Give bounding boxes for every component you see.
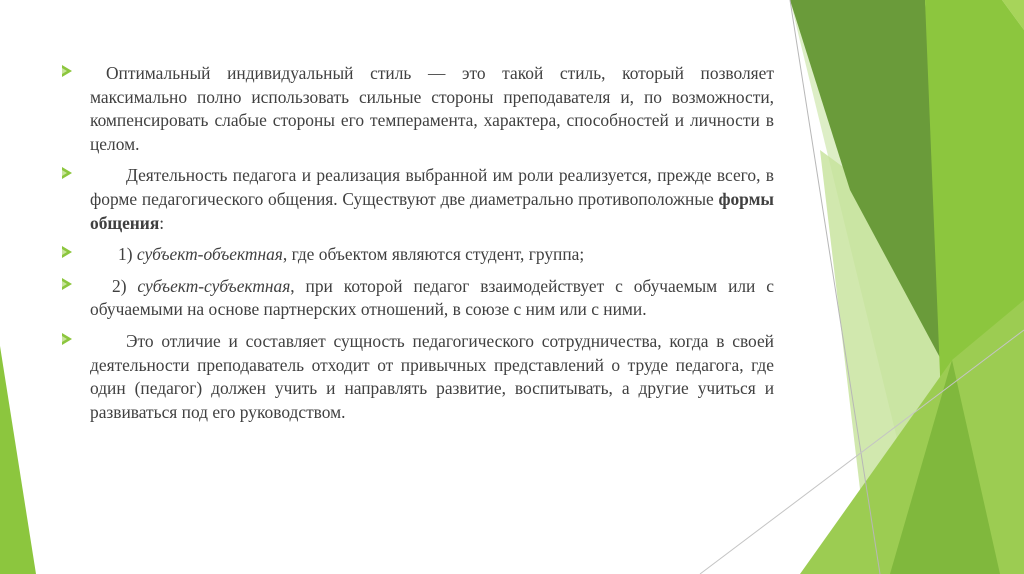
paragraph-2: Деятельность педагога и реализация выбранной им роли реализуется, прежде всего, в форме педагогического общения. Существуют две диаметрально противоположные формы общения: [62,164,774,235]
paragraph-3: 1) субъект-объектная, где объектом являются студент, группа; [62,243,774,267]
triangle-bullet-icon [62,333,72,345]
triangle-bullet-icon [62,65,72,77]
paragraph-1: Оптимальный индивидуальный стиль — это такой стиль, который позволяет максимально полно использовать сильные стороны преподавателя и, по возможности, компенсировать слабые стороны его темперамента, характера, способностей и личности в целом. [62,62,774,156]
paragraph-4: 2) субъект-субъектная, при которой педагог взаимодействует с обучаемым или с обучаемыми на основе партнерских отношений, в союзе с ним или с ними. [62,275,774,322]
left-green-strip [0,346,36,574]
paragraph-5: Это отличие и составляет сущность педагогического сотрудничества, когда в своей деятельности преподаватель отходит от привычных представлений о труде педагога, где один (педагог) должен учить и направлять развитие, воспитывать, а другие учиться и развиваться под его руководством. [62,330,774,424]
triangle-bullet-icon [62,167,72,179]
triangle-bullet-icon [62,246,72,258]
triangle-bullet-icon [62,278,72,290]
slide-content [62,62,774,432]
